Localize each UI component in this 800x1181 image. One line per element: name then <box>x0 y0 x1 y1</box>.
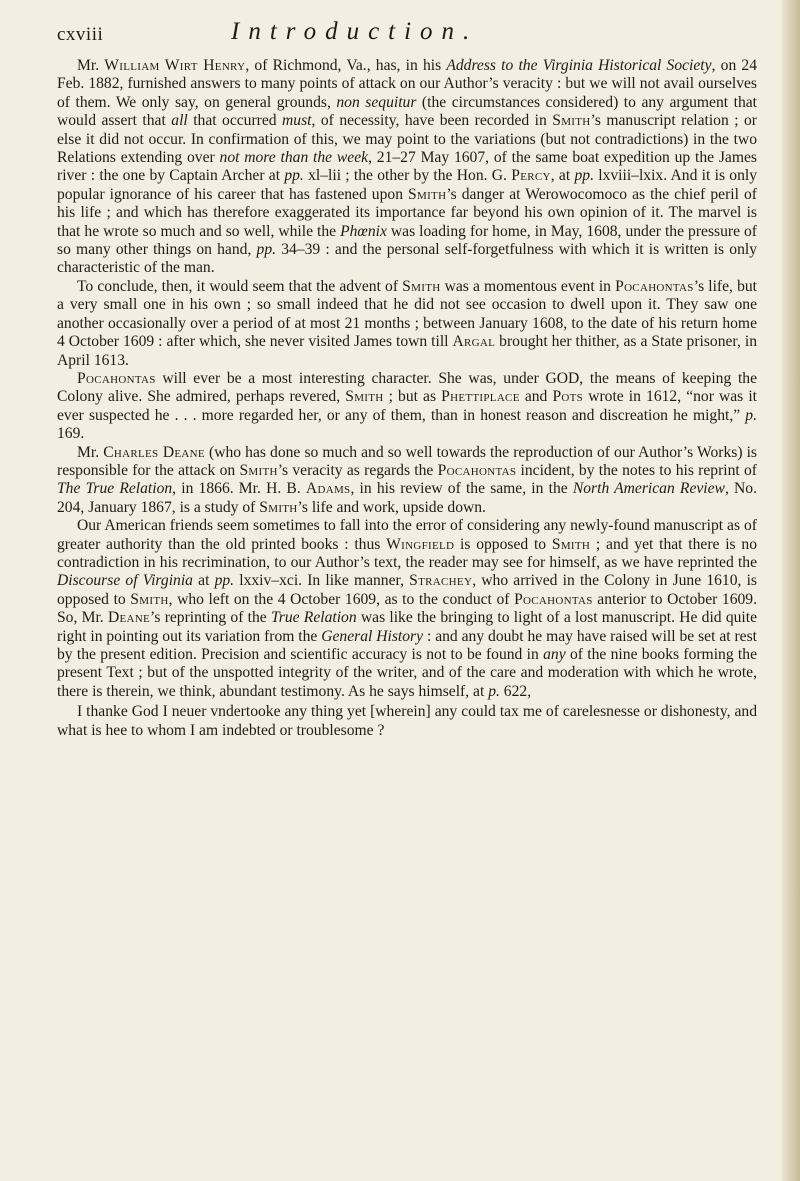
italic-run: pp. <box>256 241 277 259</box>
text-run: incident, by the notes to his reprint of <box>516 461 757 479</box>
italic-run: Discourse of Virginia <box>57 572 193 590</box>
paragraph-conclusion <box>57 278 757 370</box>
running-title: Introduction. <box>231 18 479 45</box>
text-run: , at <box>550 167 575 185</box>
text-run: , 21–27 May 1607, of the same boat expedition up the James river : the one by Captain Archer at <box>57 149 757 185</box>
small-caps-run: Adams <box>305 480 351 498</box>
paragraph-smith-quote <box>57 703 757 740</box>
text-run: anterior to October 1609. So, Mr. <box>57 590 758 627</box>
text-run: was like the bringing to light of a lost manuscript. He did quite right in pointing out its variation from the <box>57 609 757 645</box>
text-run: , in 1866. Mr. H. B. <box>172 480 306 498</box>
italic-run: North American Review <box>572 480 725 498</box>
italic-run: must <box>282 112 312 130</box>
text-run: 622, <box>499 682 532 700</box>
text-run: Our American friends seem sometimes to fall into the error of considering any newly-found manuscript as of greater authority than the old printed books : thus <box>57 517 757 553</box>
text-run: , of Richmond, Va., has, in his <box>245 57 447 74</box>
text-run: (who has done so much and so well towards the reproduction of our Author’s Works) is responsible for the attack on <box>57 443 758 479</box>
text-run: lxviii–lxix. And it is only popular ignorance of his career that has fastened upon <box>57 167 758 203</box>
italic-run: True Relation <box>270 609 357 627</box>
text-run: ’s veracity as regards the <box>277 461 438 479</box>
text-run: xl–lii ; the other by the Hon. G. <box>303 167 512 185</box>
italic-run: pp. <box>284 167 304 185</box>
page-number: cxviii <box>57 24 104 45</box>
text-run: brought her thither, as a State prisoner, in April 1613. <box>57 333 757 369</box>
italic-run: not more than the week <box>219 149 369 167</box>
small-caps-run: Smith <box>408 185 447 203</box>
small-caps-run: Smith <box>551 535 591 553</box>
small-caps-run: Pots <box>552 388 584 406</box>
text-run: lxxiv–xci. In like manner, <box>234 572 410 590</box>
paragraph-deane <box>57 444 757 518</box>
small-caps-run: Smith <box>402 277 441 295</box>
text-run: (the circumstances considered) to any argument that would assert that <box>57 93 757 130</box>
italic-run: all <box>171 112 188 130</box>
text-run: is opposed to <box>454 535 552 553</box>
text-run: was loading for home, in May, 1608, under the pressure of so many other things on hand, <box>57 222 758 259</box>
text-run: 169. <box>57 425 85 443</box>
italic-run: any <box>543 646 566 663</box>
italic-run: pp. <box>574 167 594 185</box>
text-run: , who arrived in the Colony in June 1610, is opposed to <box>57 572 757 608</box>
text-run: ’s reprinting of the <box>150 609 271 627</box>
text-run: ’s life and work, upside down. <box>297 498 486 516</box>
text-run: at <box>192 572 215 590</box>
small-caps-run: Pocahontas <box>514 590 593 608</box>
text-run: : and any doubt he may have raised will be set at rest by the present edition. Precision and scientific accuracy is not to be found in <box>57 627 757 663</box>
text-run: To conclude, then, it would seem that the advent of <box>77 277 403 295</box>
italic-run: Address to the Virginia Historical Society <box>446 57 712 74</box>
text-run: ; and yet that there is no contradiction in his recrimination, to our Author’s text, the reader may see for himself, as we have reprinted the <box>57 535 757 571</box>
italic-run: non sequitur <box>336 93 417 111</box>
italic-run: p. <box>745 406 757 424</box>
page-header <box>57 10 757 54</box>
paragraph-pocahontas <box>57 370 757 444</box>
small-caps-run: Charles Deane <box>103 443 205 461</box>
small-caps-run: Argal <box>452 333 496 351</box>
small-caps-run: Smith <box>259 498 298 516</box>
body-text <box>57 57 757 740</box>
text-run: , who left on the 4 October 1609, as to the conduct of <box>168 590 515 608</box>
text-run: , on 24 Feb. 1882, furnished answers to many points of attack on our Author’s veracity : but we will not avail ourselves of them. We only say, on general grounds, <box>57 57 758 111</box>
text-run: ’s danger at Werowocomoco as the chief peril of his life ; and which has therefore exaggerated its importance far beyond his own opinion of it. The marvel is that he wrote so much and so well, while the <box>57 185 757 240</box>
italic-run: p. <box>488 682 500 700</box>
small-caps-run: Smith <box>239 461 278 479</box>
small-caps-run: Pocahontas <box>615 277 694 295</box>
text-run: ’s manuscript relation ; or else it did not occur. In confirmation of this, we may point to the variations (but not contradictions) in the two Relations extending over <box>57 112 758 167</box>
small-caps-run: Smith <box>552 112 591 130</box>
text-run: will ever be a most interesting character. She was, under GOD, the means of keeping the Colony alive. She admired, perhaps revered, <box>57 369 757 406</box>
small-caps-run: Wingfield <box>386 535 455 553</box>
text-run: that occurred <box>187 112 283 130</box>
small-caps-run: Strachey <box>409 572 473 590</box>
text-run: wrote in 1612, “nor was it ever suspected he . . . more regarded her, or any of them, than in honest reason and discreation he might,” <box>57 388 758 424</box>
small-caps-run: Smith <box>345 388 384 406</box>
small-caps-run: Pocahontas <box>437 461 517 479</box>
text-run: Mr. <box>77 57 105 74</box>
small-caps-run: Smith <box>130 590 169 608</box>
italic-run: General History <box>321 627 424 645</box>
page-edge <box>782 0 800 1181</box>
small-caps-run: Pocahontas <box>77 369 156 387</box>
text-run: , No. 204, January 1867, is a study of <box>57 480 757 516</box>
small-caps-run: William Wirt Henry <box>104 57 246 74</box>
small-caps-run: Deane <box>107 609 151 627</box>
text-run: was a momentous event in <box>440 277 616 295</box>
text-run: ; but as <box>383 388 442 406</box>
small-caps-run: Phettiplace <box>441 388 520 406</box>
text-run: I thanke God I neuer vndertooke any thing yet [wherein] any could tax me of carelesnesse or dishonesty, and what is hee to whom I am indebted or troublesome ? <box>57 703 757 739</box>
paragraph-american-friends <box>57 517 757 701</box>
text-run: , in his review of the same, in the <box>350 480 573 498</box>
italic-run: Phœnix <box>340 222 387 240</box>
text-run: Mr. <box>77 443 104 461</box>
text-run: ’s life, but a very small one in his own ; so small indeed that he did not see occasion to dwell upon it. They saw one another occasionally over a period of at most 21 months ; between January 1608, to the date of his return home 4 October 1609 : after which, she never visited James town till <box>57 277 758 351</box>
paragraph-henry-address <box>57 57 757 278</box>
text-run: of the nine books forming the present Text ; but of the unspotted integrity of the writer, and of the care and moderation with which he wrote, there is therein, we think, abundant testimony. As he says himself, at <box>57 646 757 700</box>
text-run: 34–39 : and the personal self-forgetfulness with which it is written is only characteristic of the man. <box>57 241 757 277</box>
italic-run: pp. <box>214 572 235 590</box>
small-caps-run: Percy <box>511 167 551 185</box>
italic-run: The True Relation <box>57 480 173 498</box>
text-run: and <box>519 388 553 406</box>
text-run: , of necessity, have been recorded in <box>311 112 553 130</box>
